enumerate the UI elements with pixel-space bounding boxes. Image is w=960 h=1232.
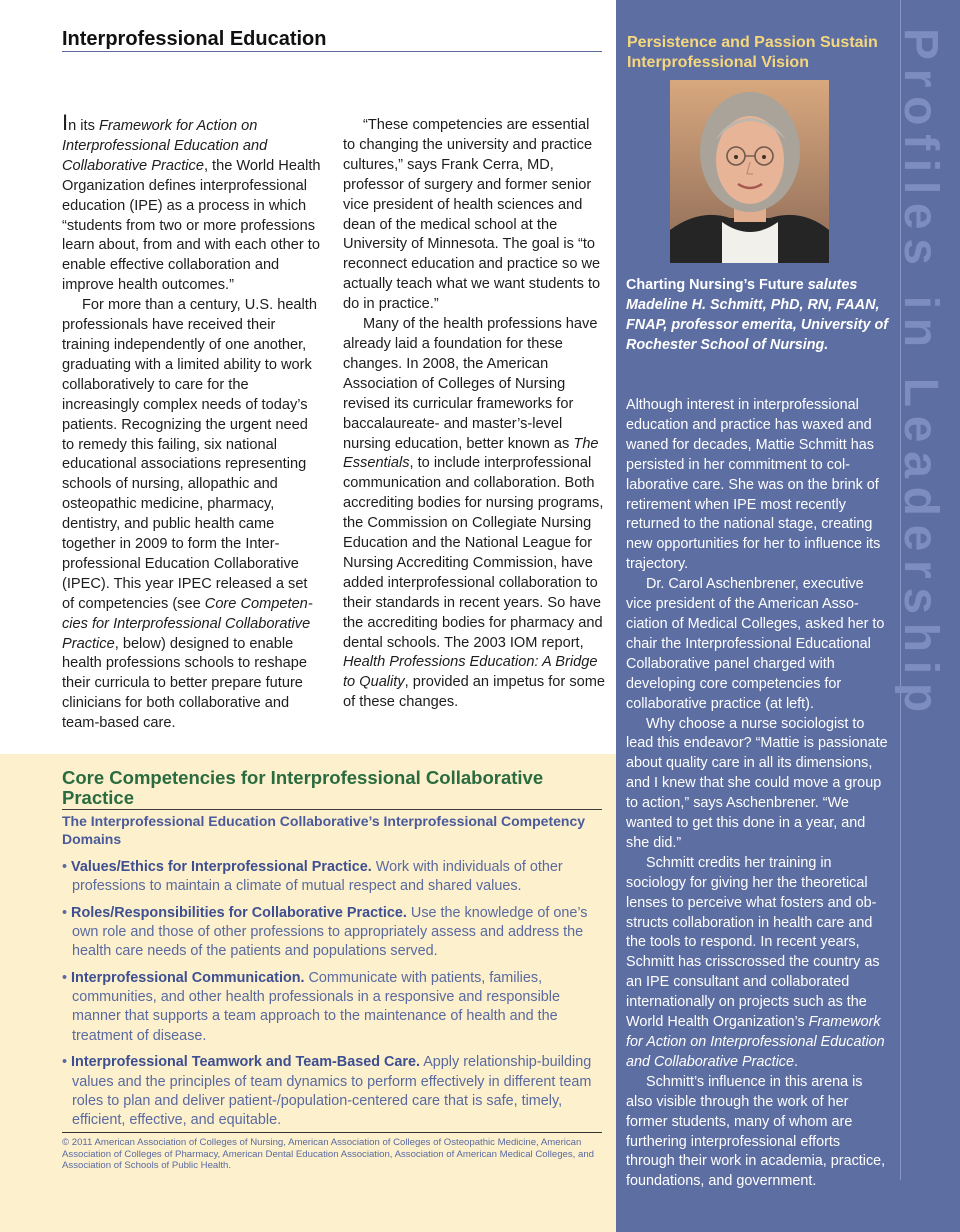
- competency-item: [62, 1053, 604, 1130]
- text-run: , below) designed to enable health professions schools to reshape their curricula to better prepare future clinicians for both collaborative and team-based care.: [62, 635, 308, 732]
- core-competencies-subtitle: The Interprofessional Education Collaborative’s Interprofessional Competency Domains: [62, 813, 586, 847]
- paragraph: Why choose a nurse sociologist to lead this endeavor? “Mattie is passionate about quality care in all its dimensions, and I knew that she could move a group to action,” says Aschenbrener. “We wanted to get this done in a year, and she did.”: [626, 715, 888, 851]
- italic-title: The Essentials: [343, 435, 599, 472]
- paragraph: “These competencies are essential to changing the university and practice cultures,” says Frank Cerra, MD, professor of surgery and former senior vice president of health sciences and dean of the medical school at the University of Minnesota. The goal is “to reconnect education and practice so we actually teach what we want students to do in practice.”: [343, 117, 601, 313]
- italic-title: Framework for Action on Interprofessional Education and Collaborative Practice: [626, 1014, 885, 1070]
- competency-heading: Interprofessional Teamwork and Team-Based Care.: [71, 1054, 420, 1071]
- text-run: .: [793, 1053, 798, 1070]
- sidebar-article: [626, 396, 891, 1192]
- paragraph: Dr. Carol Aschenbrener, executive vice president of the American Association of Medical Colleges, asked her to chair the Interprofessional Educational Collaborative panel charged with developing core competencies for collaborative practice (at left).: [626, 576, 885, 712]
- text-run: , to include interprofessional communication and collaboration. Both accrediting bodies for nursing programs, the Commission on Collegiate Nursing Education and the National League for Nursing Accrediting Commission, have added interprofessional collaboration to their standards in recent years. So have the accrediting bodies for pharmacy and dental schools. The 2003 IOM report,: [343, 455, 604, 651]
- bullet: •: [62, 970, 68, 987]
- paragraph: [62, 296, 322, 734]
- competency-item: [62, 969, 604, 1046]
- article-column-1: [62, 110, 322, 734]
- photo-caption: [626, 276, 890, 356]
- text-run: , provided an impetus for some of these changes.: [343, 674, 606, 711]
- competency-item: [62, 858, 604, 896]
- paragraph: [626, 854, 891, 1073]
- competency-item: [62, 904, 604, 962]
- copyright-note: © 2011 American Association of Colleges of Nursing, American Association of Colleges of Osteopathic Medicine, American Association of Colleges of Pharmacy, American Dental Education Association, Association of American Medical Colleges, and Association of Schools of Public Health.: [62, 1132, 602, 1172]
- drop-cap: I: [62, 110, 69, 135]
- text-run: For more than a century, U.S. health professionals have received their training independently of one another, graduating with a limited ability to work collaboratively to care for the increasingly complex needs of today’s patients. Recognizing the urgent need to remedy this failing, six national educational associations representing schools of nursing, allopathic and osteopathic medicine, pharmacy, dentistry, and public health came together in 2009 to form the Interprofessional Education Collaborative (IPEC). This year IPEC released a set of competencies (see: [62, 297, 317, 612]
- text-run: Many of the health professions have already laid a foundation for these changes. In 2008, the American Association of Colleges of Nursing revised its curricular frameworks for baccalaureate- and master’s-level nursing education, better known as: [343, 316, 598, 452]
- competency-text: Apply relationship-building values and the principles of team dynamics to perform effectively in different team roles to plan and deliver patient-/population-centered care that is safe, timely, efficient, effective, and equitable.: [72, 1054, 592, 1128]
- italic-title: Health Professions Education: A Bridge to Quality: [343, 654, 598, 691]
- competency-text: Use the knowledge of one’s own role and those of other professions to appropriately assess and address the health care needs of the patients and populations served.: [72, 904, 588, 960]
- paragraph: [62, 110, 322, 296]
- sidebar-title: Persistence and Passion Sustain Interprofessional Vision: [627, 34, 878, 71]
- core-competencies-title: Core Competencies for Interprofessional Collaborative Practice: [62, 768, 602, 810]
- bullet: •: [62, 1054, 68, 1071]
- text-run: n its: [68, 118, 99, 134]
- paragraph: Although interest in interprofessional education and practice has waxed and waned for decades, Mattie Schmitt has persisted in her commitment to collaborative care. She was on the brink of retirement when IPE most recently returned to the national stage, creating new opportunities for her to influence its trajectory.: [626, 397, 881, 573]
- portrait-illustration: [670, 80, 829, 263]
- caption-text: salutes Madeline H. Schmitt, PhD, RN, FAAN, FNAP, professor emerita, University of Rochester School of Nursing.: [626, 277, 889, 353]
- competency-heading: Values/Ethics for Interprofessional Practice.: [71, 859, 372, 875]
- text-run: Schmitt credits her training in sociology for giving her the theoretical lenses to perceive what fosters and obstructs collaboration in health care and the tools to respond. In recent years, Schmitt has crisscrossed the country as an IPE consultant and collaborated internationally on projects such as the World Health Organization’s: [626, 854, 880, 1031]
- text-run: , the World Health Organization defines interprofessional education (IPE) as a process in which “students from two or more professions learn about, from and with each other to enable effective collaboration and improve health outcomes.”: [62, 157, 321, 294]
- competency-text: Communicate with patients, families, communities, and other health professionals in a responsive and responsible manner that supports a team approach to the maintenance of health and the treatment of disease.: [72, 970, 560, 1044]
- page-title: Interprofessional Education: [62, 28, 602, 52]
- vertical-label-container: [890, 28, 950, 868]
- italic-title: Framework for Action on Interprofessional Education and Collaborative Practice: [62, 118, 268, 174]
- article-column-2: [343, 116, 605, 713]
- caption-publication: Charting Nursing’s Future: [626, 277, 808, 293]
- italic-title: Core Competencies for Interprofessional Collaborative Practice: [62, 595, 313, 652]
- portrait-photo: [670, 80, 829, 263]
- competency-heading: Roles/Responsibilities for Collaborative Practice.: [71, 904, 407, 921]
- bullet: •: [62, 904, 68, 921]
- vertical-section-label: Profiles in Leadership: [894, 28, 947, 721]
- paragraph: Schmitt’s influence in this arena is also visible through the work of her former students, many of whom are furthering interprofessional efforts through their work in academia, practice, foundations, and government.: [626, 1073, 886, 1190]
- bullet: •: [62, 859, 68, 875]
- paragraph: [343, 315, 605, 713]
- competency-text: Work with individuals of other professions to maintain a climate of mutual respect and shared values.: [72, 859, 563, 895]
- competency-list: [62, 858, 604, 1138]
- competency-heading: Interprofessional Communication.: [71, 970, 305, 987]
